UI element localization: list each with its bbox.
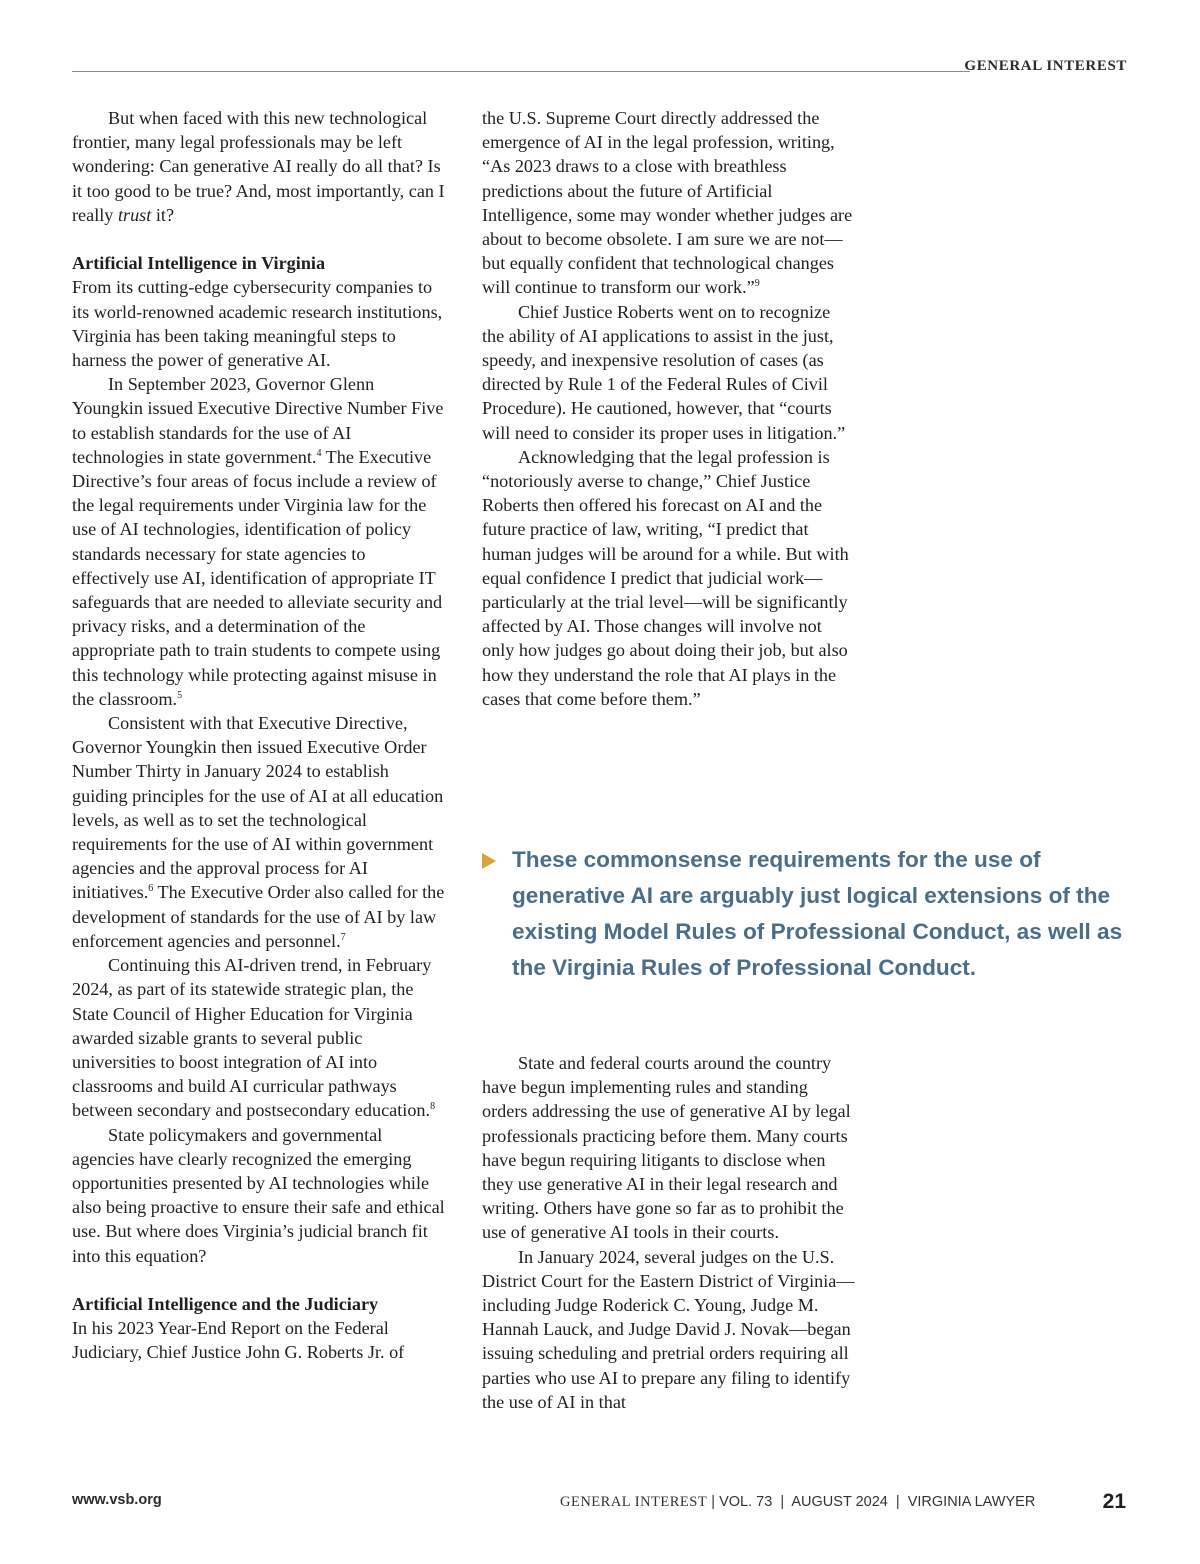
triangle-marker-icon: [482, 853, 496, 869]
pull-quote-text: These commonsense requirements for the use of generative AI are arguably just logical extensions of the existing Model Rules of Professional Conduct, as well as the Virginia Rules of Professional Conduct.: [512, 847, 1123, 980]
paragraph: Continuing this AI-driven trend, in February 2024, as part of its statewide strategic plan, the State Council of Higher Education for Virginia awarded sizable grants to several public universities to boost integration of AI into classrooms and build AI curricular pathways between secondary and postsecondary education.$^8$: [72, 955, 436, 1121]
footnote-ref: 8: [430, 1101, 436, 1113]
paragraph: From its cutting-edge cybersecurity companies to its world-renowned academic research institutions, Virginia has been taking meaningful steps to harness the power of generative AI.: [72, 277, 443, 371]
footer-separator: |: [711, 1494, 716, 1510]
footer-section: GENERAL INTEREST: [560, 1494, 708, 1510]
left-column: [72, 106, 446, 1365]
right-column-bottom: [482, 1051, 856, 1414]
right-column-top: [482, 106, 856, 711]
paragraph: Consistent with that Executive Directive, Governor Youngkin then issued Executive Order Number Thirty in January 2024 to establish guiding principles for the use of AI at all education levels, as well as to set the technological requirements for the use of AI within government agencies and the approval process for AI initiatives.$^6$ The Executive Order also called for the development of standards for the use of AI by law enforcement agencies and personnel.$^7$: [72, 713, 445, 951]
paragraph: But when faced with this new technological frontier, many legal professionals may be left wondering: Can generative AI really do all that? Is it too good to be true? And, most importantly, can I really trust it?: [72, 108, 445, 225]
footnote-ref: 6: [148, 883, 154, 895]
footer-publication: VIRGINIA LAWYER: [907, 1494, 1036, 1510]
paragraph: State policymakers and governmental agencies have clearly recognized the emerging opportunities presented by AI technologies while also being proactive to ensure their safe and ethical use. But where does Virginia’s judicial branch fit into this equation?: [72, 1124, 445, 1266]
pull-quote: [480, 842, 1130, 986]
section-label: GENERAL INTEREST: [964, 58, 1127, 74]
footnote-ref: 9: [754, 278, 760, 290]
paragraph: State and federal courts around the country have begun implementing rules and standing orders addressing the use of generative AI by legal professionals practicing before them. Many courts have begun requiring litigants to disclose when they use generative AI in their legal research and writing. Others have gone so far as to prohibit the use of generative AI tools in their courts.: [482, 1053, 851, 1243]
paragraph: In January 2024, several judges on the U.S. District Court for the Eastern District of Virginia—including Judge Roderick C. Young, Judge M. Hannah Lauck, and Judge David J. Novak—began issuing scheduling and pretrial orders requiring all parties who use AI to prepare any filing to identify the use of AI in that: [482, 1246, 855, 1412]
paragraph: the U.S. Supreme Court directly addressed the emergence of AI in the legal profession, writing, “As 2023 draws to a close with breathless predictions about the future of Artificial Intelligence, some may wonder whether judges are about to become obsolete. I am sure we are not—but equally confident that technological changes will continue to transform our work.”$^9$: [482, 108, 853, 298]
heading-ai-in-virginia: Artificial Intelligence in Virginia: [72, 253, 326, 274]
paragraph: In September 2023, Governor Glenn Youngkin issued Executive Directive Number Five to establish standards for the use of AI technologies in state government.$^4$ The Executive Directive’s four areas of focus include a review of the legal requirements under Virginia law for the use of AI technologies, identification of policy standards necessary for state agencies to effectively use AI, identification of appropriate IT safeguards that are needed to alleviate security and privacy risks, and a determination of the appropriate path to train students to compete using this technology while protecting against misuse in the classroom.$^5$: [72, 374, 444, 709]
footer-running-title: [560, 1494, 1035, 1511]
header-rule: [72, 71, 970, 72]
footer-volume: VOL. 73: [719, 1494, 773, 1510]
paragraph: Acknowledging that the legal profession is “notoriously averse to change,” Chief Justice Roberts then offered his forecast on AI and the future practice of law, writing, “I predict that human judges will be around for a while. But with equal confidence I predict that judicial work—particularly at the trial level—will be significantly affected by AI. Those changes will involve not only how judges go about doing their job, but also how they understand the role that AI plays in the cases that come before them.”: [482, 446, 849, 709]
footnote-ref: 7: [340, 931, 346, 943]
footnote-ref: 5: [177, 689, 183, 701]
footer-website: www.vsb.org: [72, 1492, 162, 1508]
paragraph: In his 2023 Year-End Report on the Federal Judiciary, Chief Justice John G. Roberts Jr. of: [72, 1318, 405, 1363]
footer-date: AUGUST 2024: [791, 1494, 888, 1510]
footer-separator: |: [780, 1494, 785, 1510]
heading-ai-and-judiciary: Artificial Intelligence and the Judiciary: [72, 1293, 379, 1314]
footnote-ref: 4: [316, 447, 322, 459]
page-number: 21: [1102, 1490, 1126, 1513]
paragraph: Chief Justice Roberts went on to recognize the ability of AI applications to assist in the just, speedy, and inexpensive resolution of cases (as directed by Rule 1 of the Federal Rules of Civil Procedure). He cautioned, however, that “courts will need to consider its proper uses in litigation.”: [482, 301, 846, 443]
footer-separator: |: [895, 1494, 900, 1510]
